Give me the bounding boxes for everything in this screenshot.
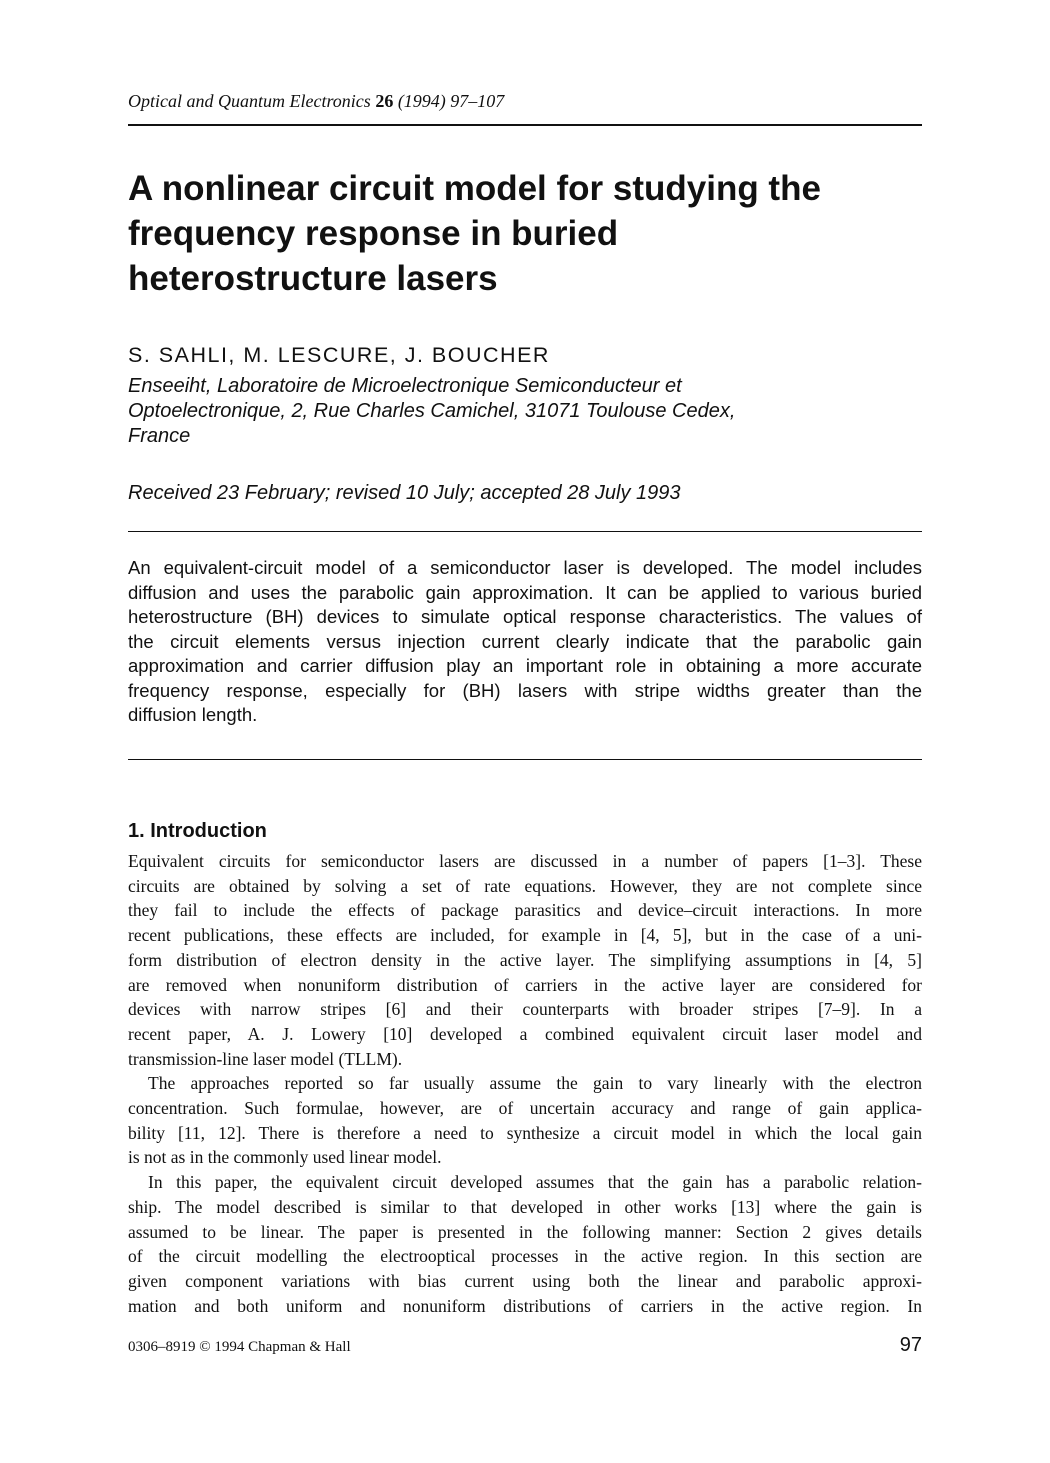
abstract-line: An equivalent-circuit model of a semiconductor laser is developed. The model includes bbox=[128, 557, 922, 578]
author-list: S. SAHLI, M. LESCURE, J. BOUCHER bbox=[128, 343, 550, 367]
abstract-top-rule bbox=[128, 531, 922, 532]
abstract-line: frequency response, especially for (BH) lasers with stripe widths greater than the bbox=[128, 679, 922, 701]
body-text bbox=[128, 849, 922, 1318]
page-number: 97 bbox=[899, 1334, 922, 1356]
abstract-line: heterostructure (BH) devices to simulate optical response characteristics. The values of bbox=[128, 606, 922, 627]
journal-year-pages: (1994) 97–107 bbox=[397, 91, 505, 111]
body-line: are removed when nonuniform distribution of carriers in the active layer are considered for bbox=[128, 974, 922, 995]
body-line: circuits are obtained by solving a set of rate equations. However, they are not complete since bbox=[128, 875, 922, 896]
received-dates: Received 23 February; revised 10 July; accepted 28 July 1993 bbox=[128, 482, 681, 504]
affiliation-line: Optoelectronique, 2, Rue Charles Camichel, 31071 Toulouse Cedex, bbox=[128, 400, 736, 422]
affiliation-line: Enseeiht, Laboratoire de Microelectronique Semiconducteur et bbox=[128, 375, 682, 397]
title-line: heterostructure lasers bbox=[128, 259, 498, 298]
body-line: ship. The model described is similar to that developed in other works [13] where the gain is bbox=[128, 1196, 922, 1217]
abstract-bottom-rule bbox=[128, 759, 922, 760]
abstract-line: approximation and carrier diffusion play an important role in obtaining a more accurate bbox=[128, 655, 922, 676]
section-heading: 1. Introduction bbox=[128, 820, 267, 842]
abstract-line: diffusion and uses the parabolic gain approximation. It can be applied to various buried bbox=[128, 581, 922, 603]
body-line: form distribution of electron density in the active layer. The simplifying assumptions in [4, 5] bbox=[128, 949, 922, 970]
body-line: mation and both uniform and nonuniform distributions of carriers in the active region. In bbox=[128, 1295, 922, 1316]
affiliation-line: France bbox=[128, 425, 191, 447]
body-line: bility [11, 12]. There is therefore a need to synthesize a circuit model in which the local gain bbox=[128, 1122, 922, 1143]
title-line: frequency response in buried bbox=[128, 214, 619, 253]
body-line: is not as in the commonly used linear model. bbox=[128, 1147, 442, 1168]
body-line: In this paper, the equivalent circuit developed assumes that the gain has a parabolic relation- bbox=[148, 1172, 922, 1193]
body-line: concentration. Such formulae, however, are of uncertain accuracy and range of gain applica- bbox=[128, 1098, 922, 1119]
body-line: transmission-line laser model (TLLM). bbox=[128, 1048, 403, 1069]
body-line: The approaches reported so far usually assume the gain to vary linearly with the electron bbox=[148, 1073, 922, 1094]
body-line: devices with narrow stripes [6] and their counterparts with broader stripes [7–9]. In a bbox=[128, 999, 922, 1020]
journal-citation bbox=[128, 91, 504, 112]
abstract bbox=[128, 556, 922, 728]
body-line: of the circuit modelling the electrooptical processes in the active region. In this section are bbox=[128, 1246, 922, 1267]
abstract-line: diffusion length. bbox=[128, 704, 258, 725]
body-line: they fail to include the effects of package parasitics and device–circuit interactions. In more bbox=[128, 900, 922, 921]
body-line: recent publications, these effects are included, for example in [4, 5], but in the case of a uni- bbox=[128, 925, 922, 946]
body-line: Equivalent circuits for semiconductor lasers are discussed in a number of papers [1–3]. These bbox=[128, 851, 922, 871]
body-line: recent paper, A. J. Lowery [10] developed a combined equivalent circuit laser model and bbox=[128, 1023, 922, 1044]
abstract-line: the circuit elements versus injection current clearly indicate that the parabolic gain bbox=[128, 630, 922, 652]
journal-volume: 26 bbox=[375, 91, 394, 111]
copyright-notice: 0306–8919 © 1994 Chapman & Hall bbox=[128, 1339, 351, 1355]
paper-title bbox=[128, 166, 922, 301]
title-line: A nonlinear circuit model for studying the bbox=[128, 169, 821, 208]
journal-name: Optical and Quantum Electronics bbox=[128, 91, 371, 111]
header-rule bbox=[128, 124, 922, 126]
body-line: assumed to be linear. The paper is presented in the following manner: Section 2 gives details bbox=[128, 1221, 922, 1242]
affiliation bbox=[128, 374, 735, 449]
body-line: given component variations with bias current using both the linear and parabolic approxi- bbox=[128, 1270, 922, 1291]
